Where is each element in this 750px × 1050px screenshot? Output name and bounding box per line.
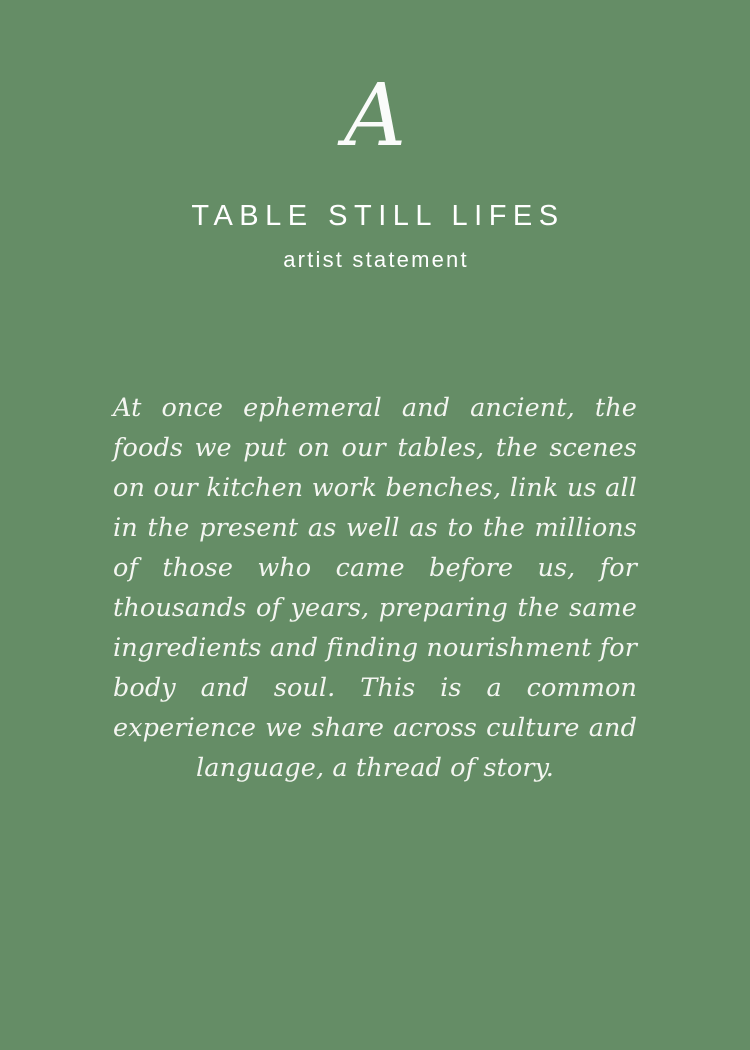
page-title: TABLE STILL LIFES (191, 200, 565, 232)
page-subtitle: artist statement (283, 247, 469, 272)
monogram-logo: A (343, 66, 407, 166)
artist-statement-text: At once ephemeral and ancient, the foods we put on our tables, the scenes on our kitchen work benches, link us all in the present as well as to the millions of those who came before us, for thousands of years, preparing the same ingredients and finding nourishment for body and soul. This is a common experience we share across culture and language, a thread of story. (113, 393, 637, 783)
title-block (0, 200, 750, 273)
